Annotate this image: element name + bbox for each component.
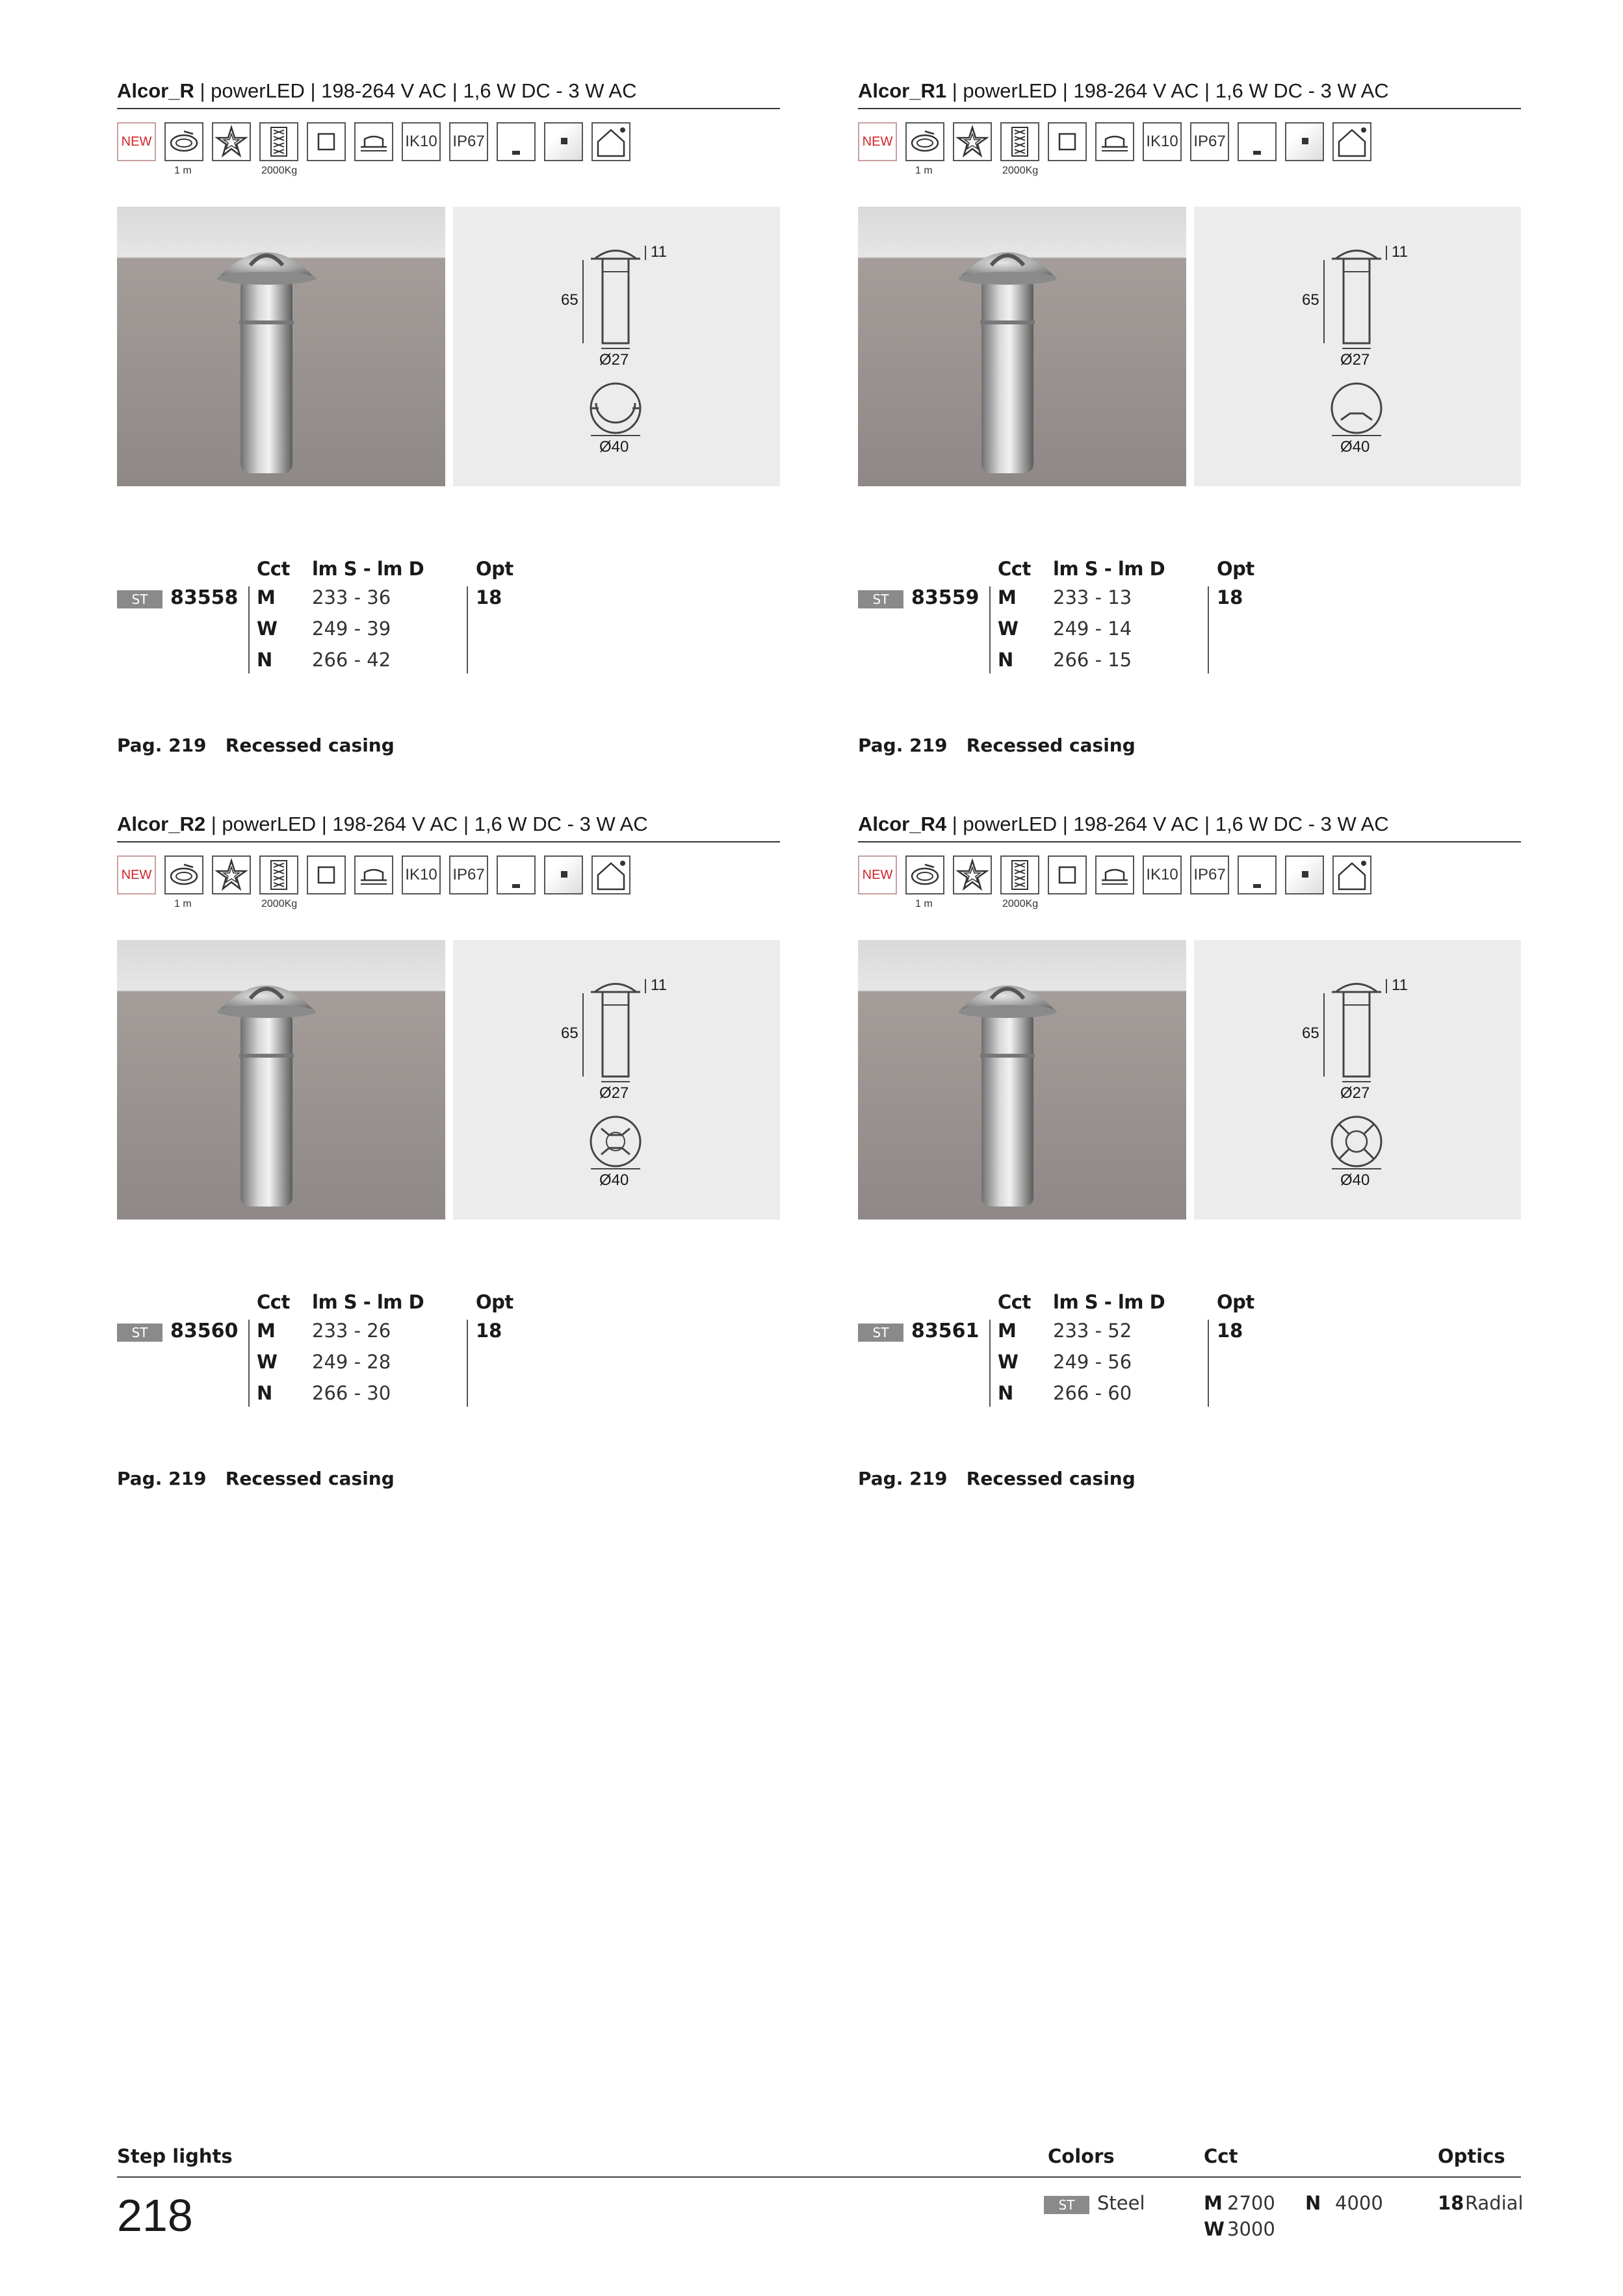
- ip-rating: IP67: [1190, 122, 1229, 161]
- load-tire-icon: [259, 122, 298, 161]
- color-badge: ST: [117, 1324, 162, 1342]
- product-table: [858, 1291, 1521, 1428]
- class-star-icon: [212, 855, 251, 894]
- load-rating: 2000Kg: [261, 898, 298, 909]
- ip-rating: IP67: [449, 855, 488, 894]
- lumen-value: 249 - 39: [312, 618, 391, 640]
- technical-drawing: [1194, 207, 1521, 486]
- footer-cct-label: Cct: [1204, 2145, 1238, 2167]
- product-title: [117, 810, 780, 842]
- cct-code: N: [257, 1382, 273, 1404]
- technical-drawing: [453, 207, 780, 486]
- product-name: Alcor_R1: [858, 79, 947, 102]
- class-star-icon: [212, 122, 251, 161]
- lumen-value: 233 - 13: [1053, 586, 1132, 608]
- product-name: Alcor_R4: [858, 813, 947, 835]
- lumen-value: 233 - 52: [1053, 1320, 1132, 1342]
- page-ref-label: Recessed casing: [225, 1468, 395, 1489]
- lumen-value: 266 - 42: [312, 649, 391, 671]
- cct-code: M: [998, 586, 1017, 608]
- recessed-icon: [1095, 855, 1134, 894]
- cct-code: W: [257, 618, 278, 640]
- product-spec: | powerLED | 198-264 V AC | 1,6 W DC - 3 W AC: [946, 813, 1389, 835]
- product-code: 83559: [911, 586, 980, 609]
- product-photo: [858, 940, 1186, 1220]
- color-badge: ST: [117, 590, 162, 608]
- floor-light-icon: [1238, 122, 1277, 161]
- beam-icon: [544, 122, 583, 161]
- dim-top-height: 11: [651, 976, 667, 994]
- col-cct: Cct: [257, 558, 290, 580]
- floor-light-icon: [497, 855, 536, 894]
- dim-top-height: 11: [1392, 243, 1408, 261]
- footer-color-name: Steel: [1097, 2192, 1145, 2214]
- ip-rating: IP67: [449, 122, 488, 161]
- page-ref-label: Recessed casing: [225, 735, 395, 756]
- footer-divider: [117, 2176, 1521, 2178]
- table-divider: [989, 1320, 991, 1407]
- load-rating: 2000Kg: [1002, 165, 1039, 176]
- cable-icon: [164, 855, 203, 894]
- new-badge: NEW: [858, 855, 897, 894]
- beam-icon: [1285, 122, 1324, 161]
- technical-drawing: [453, 940, 780, 1220]
- col-lumens: lm S - lm D: [312, 1291, 424, 1313]
- ik-rating: IK10: [1143, 122, 1182, 161]
- col-cct: Cct: [257, 1291, 290, 1313]
- color-badge: ST: [858, 590, 903, 608]
- cct-code: W: [998, 1351, 1019, 1373]
- cable-icon: [905, 122, 944, 161]
- page-ref-label: Recessed casing: [966, 735, 1136, 756]
- product-block: [858, 77, 1521, 779]
- ip-rating: IP67: [1190, 855, 1229, 894]
- col-opt: Opt: [476, 1291, 513, 1313]
- new-badge: NEW: [117, 122, 156, 161]
- technical-drawing: [1194, 940, 1521, 1220]
- table-divider: [1208, 1320, 1209, 1407]
- class-star-icon: [953, 855, 992, 894]
- new-badge: NEW: [858, 122, 897, 161]
- product-title: [117, 77, 780, 109]
- feature-icons: [858, 122, 1521, 181]
- product-block: [117, 77, 780, 779]
- beam-icon: [1285, 855, 1324, 894]
- product-code: 83561: [911, 1320, 980, 1342]
- page-ref-number: Pag. 219: [117, 735, 207, 756]
- cable-icon: [164, 122, 203, 161]
- page-number: 218: [117, 2190, 193, 2241]
- page-reference[interactable]: [858, 735, 1136, 756]
- table-divider: [467, 1320, 468, 1407]
- outdoor-house-icon: [1332, 122, 1371, 161]
- col-cct: Cct: [998, 558, 1031, 580]
- dim-head-diameter: Ø40: [1340, 1171, 1370, 1189]
- lumen-value: 266 - 15: [1053, 649, 1132, 671]
- col-cct: Cct: [998, 1291, 1031, 1313]
- table-divider: [989, 586, 991, 673]
- footer-cct-value-m: 2700: [1227, 2192, 1275, 2214]
- square-class-icon: [307, 855, 346, 894]
- page-footer: [117, 2145, 1524, 2243]
- dim-body-height: 65: [561, 1024, 578, 1042]
- ik-rating: IK10: [1143, 855, 1182, 894]
- table-divider: [248, 586, 250, 673]
- load-tire-icon: [1000, 855, 1039, 894]
- dim-body-height: 65: [561, 291, 578, 309]
- col-opt: Opt: [1217, 1291, 1254, 1313]
- optic-code: 18: [1217, 1320, 1243, 1342]
- cct-code: N: [998, 1382, 1014, 1404]
- col-opt: Opt: [476, 558, 513, 580]
- product-spec: | powerLED | 198-264 V AC | 1,6 W DC - 3 W AC: [205, 813, 648, 835]
- product-table: [858, 558, 1521, 694]
- product-title: [858, 810, 1521, 842]
- product-name: Alcor_R2: [117, 813, 206, 835]
- ik-rating: IK10: [402, 122, 441, 161]
- page-ref-label: Recessed casing: [966, 1468, 1136, 1489]
- col-opt: Opt: [1217, 558, 1254, 580]
- dim-top-height: 11: [1392, 976, 1408, 994]
- lumen-value: 249 - 56: [1053, 1351, 1132, 1373]
- dim-body-height: 65: [1302, 1024, 1319, 1042]
- recessed-icon: [354, 855, 393, 894]
- product-block: [858, 810, 1521, 1512]
- load-rating: 2000Kg: [1002, 898, 1039, 909]
- footer-cct-value-w: 3000: [1227, 2218, 1275, 2240]
- footer-cct-code-m: M: [1204, 2192, 1223, 2214]
- lumen-value: 233 - 26: [312, 1320, 391, 1342]
- dim-body-diameter: Ø27: [599, 1084, 629, 1102]
- new-badge: NEW: [117, 855, 156, 894]
- recessed-icon: [354, 122, 393, 161]
- cct-code: M: [998, 1320, 1017, 1342]
- cct-code: M: [257, 586, 276, 608]
- load-tire-icon: [1000, 122, 1039, 161]
- product-code: 83560: [170, 1320, 239, 1342]
- footer-section-title: Step lights: [117, 2145, 233, 2167]
- page-reference[interactable]: [858, 1468, 1136, 1489]
- page-ref-number: Pag. 219: [117, 1468, 207, 1489]
- product-photo: [117, 207, 445, 486]
- product-table: [117, 1291, 780, 1428]
- optic-code: 18: [476, 1320, 502, 1342]
- cable-length: 1 m: [174, 898, 192, 909]
- product-block: [117, 810, 780, 1512]
- table-divider: [248, 1320, 250, 1407]
- page-reference[interactable]: [117, 1468, 395, 1489]
- feature-icons: [117, 855, 780, 914]
- feature-icons: [117, 122, 780, 181]
- dim-top-height: 11: [651, 243, 667, 261]
- dim-body-height: 65: [1302, 291, 1319, 309]
- col-lumens: lm S - lm D: [1053, 1291, 1165, 1313]
- optic-code: 18: [1217, 586, 1243, 608]
- footer-optic-code: 18: [1438, 2192, 1464, 2214]
- class-star-icon: [953, 122, 992, 161]
- product-name: Alcor_R: [117, 79, 194, 102]
- outdoor-house-icon: [1332, 855, 1371, 894]
- recessed-icon: [1095, 122, 1134, 161]
- cct-code: M: [257, 1320, 276, 1342]
- product-table: [117, 558, 780, 694]
- dim-body-diameter: Ø27: [599, 351, 629, 369]
- dim-head-diameter: Ø40: [1340, 438, 1370, 456]
- page-ref-number: Pag. 219: [858, 1468, 948, 1489]
- floor-light-icon: [1238, 855, 1277, 894]
- dim-head-diameter: Ø40: [599, 438, 629, 456]
- cct-code: W: [257, 1351, 278, 1373]
- load-rating: 2000Kg: [261, 165, 298, 176]
- cct-code: N: [257, 649, 273, 671]
- lumen-value: 266 - 60: [1053, 1382, 1132, 1404]
- cable-icon: [905, 855, 944, 894]
- col-lumens: lm S - lm D: [312, 558, 424, 580]
- table-divider: [467, 586, 468, 673]
- dim-body-diameter: Ø27: [1340, 351, 1370, 369]
- product-photo: [858, 207, 1186, 486]
- page-reference[interactable]: [117, 735, 395, 756]
- product-photo: [117, 940, 445, 1220]
- product-spec: | powerLED | 198-264 V AC | 1,6 W DC - 3 W AC: [946, 79, 1389, 102]
- beam-icon: [544, 855, 583, 894]
- cable-length: 1 m: [915, 165, 933, 176]
- feature-icons: [858, 855, 1521, 914]
- dim-body-diameter: Ø27: [1340, 1084, 1370, 1102]
- product-title: [858, 77, 1521, 109]
- lumen-value: 249 - 14: [1053, 618, 1132, 640]
- table-divider: [1208, 586, 1209, 673]
- lumen-value: 233 - 36: [312, 586, 391, 608]
- footer-color-badge: ST: [1044, 2196, 1089, 2214]
- product-code: 83558: [170, 586, 239, 609]
- cct-code: W: [998, 618, 1019, 640]
- color-badge: ST: [858, 1324, 903, 1342]
- footer-cct-code-w: W: [1204, 2218, 1225, 2240]
- optic-code: 18: [476, 586, 502, 608]
- lumen-value: 249 - 28: [312, 1351, 391, 1373]
- page-ref-number: Pag. 219: [858, 735, 948, 756]
- load-tire-icon: [259, 855, 298, 894]
- cct-code: N: [998, 649, 1014, 671]
- footer-colors-label: Colors: [1048, 2145, 1115, 2167]
- ik-rating: IK10: [402, 855, 441, 894]
- square-class-icon: [307, 122, 346, 161]
- floor-light-icon: [497, 122, 536, 161]
- cable-length: 1 m: [915, 898, 933, 909]
- footer-optics-label: Optics: [1438, 2145, 1505, 2167]
- square-class-icon: [1048, 122, 1087, 161]
- footer-optic-name: Radial: [1465, 2192, 1524, 2214]
- footer-cct-value-n: 4000: [1335, 2192, 1383, 2214]
- dim-head-diameter: Ø40: [599, 1171, 629, 1189]
- cable-length: 1 m: [174, 165, 192, 176]
- product-spec: | powerLED | 198-264 V AC | 1,6 W DC - 3 W AC: [194, 79, 637, 102]
- footer-cct-code-n: N: [1305, 2192, 1321, 2214]
- outdoor-house-icon: [591, 855, 630, 894]
- square-class-icon: [1048, 855, 1087, 894]
- outdoor-house-icon: [591, 122, 630, 161]
- lumen-value: 266 - 30: [312, 1382, 391, 1404]
- col-lumens: lm S - lm D: [1053, 558, 1165, 580]
